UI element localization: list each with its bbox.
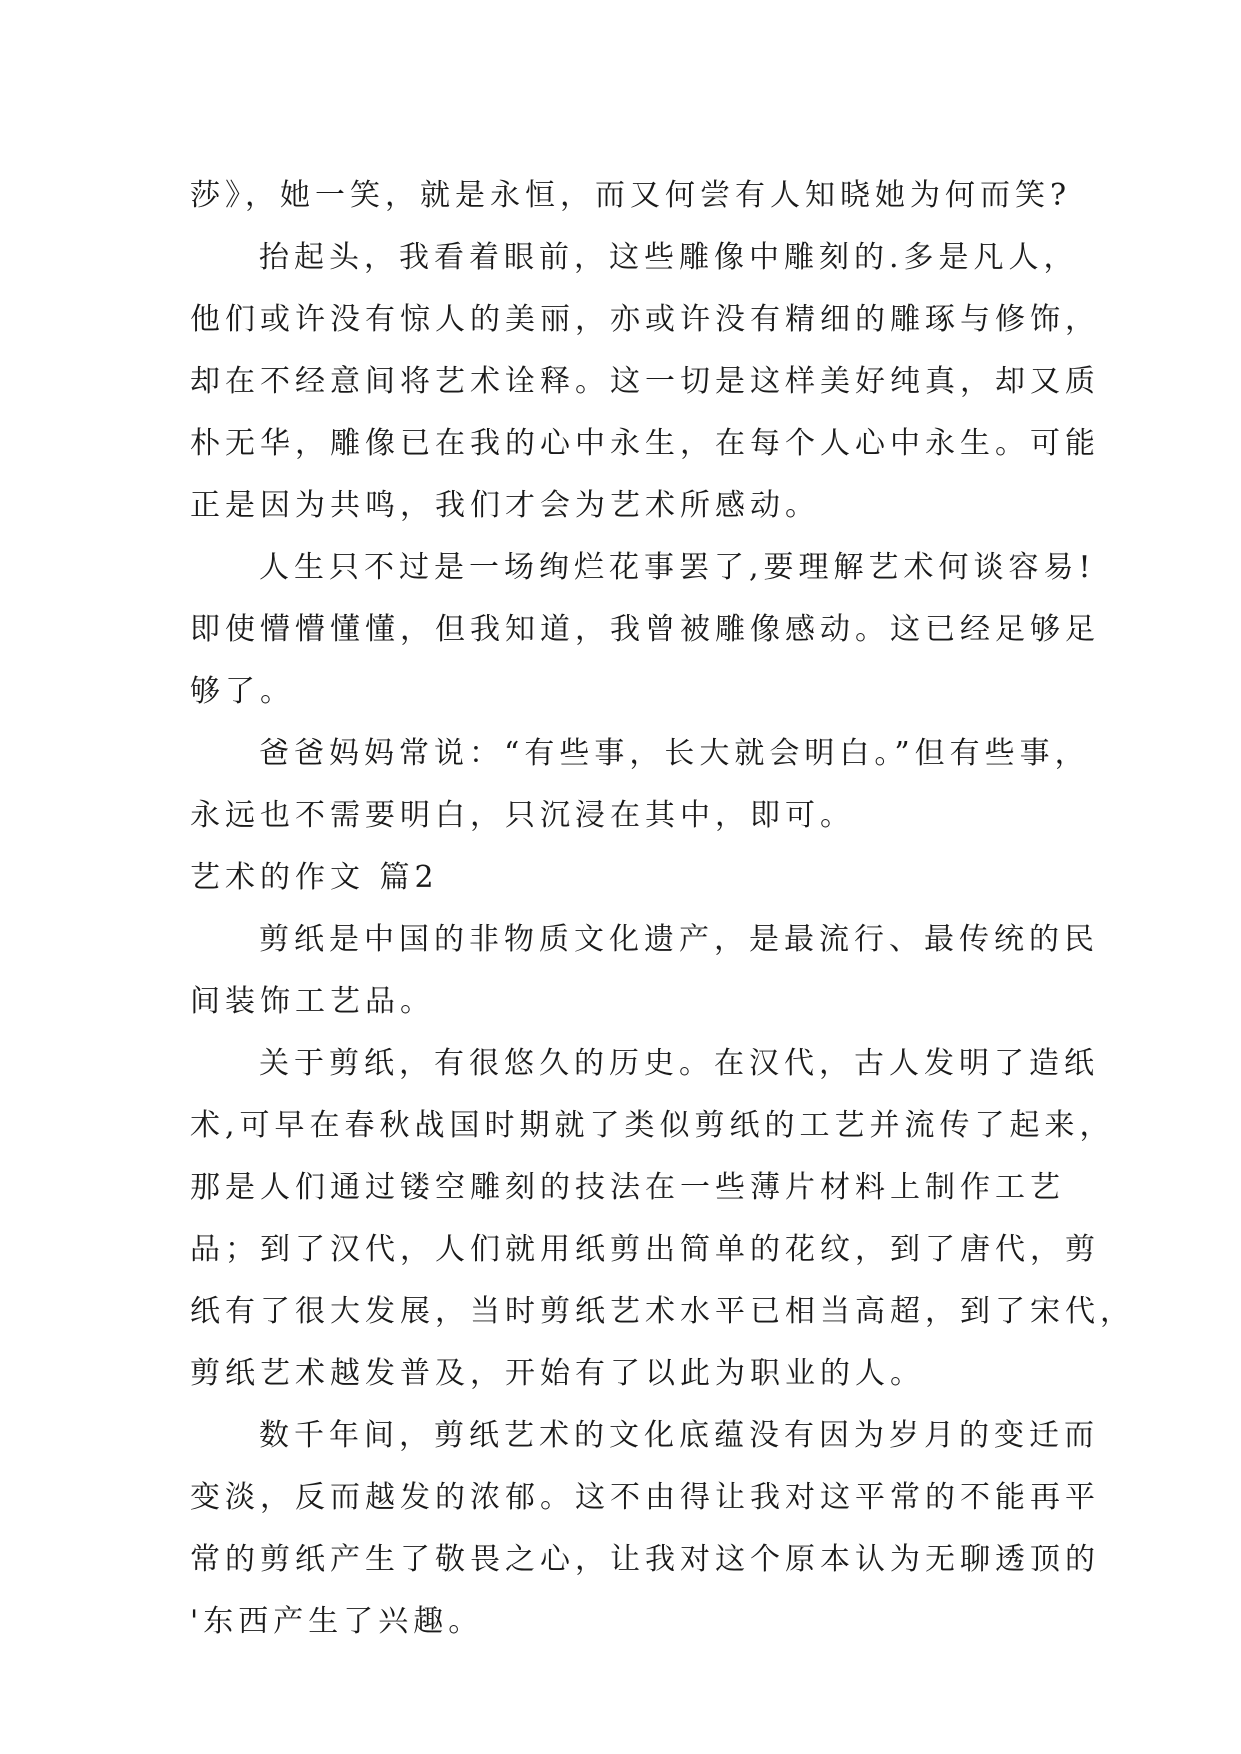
paragraph xyxy=(190,723,1090,847)
paragraph-line: 剪纸艺术越发普及，开始有了以此为职业的人。 xyxy=(190,1356,925,1391)
paragraph-line: 永远也不需要明白，只沉浸在其中，即可。 xyxy=(190,798,855,833)
paragraph-line: 品；到了汉代，人们就用纸剪出简单的花纹，到了唐代，剪 xyxy=(190,1232,1100,1267)
paragraph-line: 术,可早在春秋战国时期就了类似剪纸的工艺并流传了起来， xyxy=(190,1108,1115,1143)
paragraph-line: 他们或许没有惊人的美丽，亦或许没有精细的雕琢与修饰， xyxy=(190,302,1100,337)
paragraph-line: 正是因为共鸣，我们才会为艺术所感动。 xyxy=(190,488,820,523)
paragraph-line: 关于剪纸，有很悠久的历史。在汉代，古人发明了造纸 xyxy=(259,1046,1099,1081)
paragraph xyxy=(190,165,1070,227)
paragraph xyxy=(190,1033,1135,1405)
paragraph-line: 莎》，她一笑，就是永恒，而又何尝有人知晓她为何而笑? xyxy=(190,178,1072,213)
paragraph-line: 间装饰工艺品。 xyxy=(190,984,435,1019)
paragraph-line: 纸有了很大发展，当时剪纸艺术水平已相当高超，到了宋代， xyxy=(190,1294,1135,1329)
paragraph xyxy=(190,227,1100,537)
paragraph xyxy=(190,1405,1100,1653)
section-heading-text: 艺术的作文 篇2 xyxy=(190,860,439,895)
paragraph-line: 常的剪纸产生了敬畏之心，让我对这个原本认为无聊透顶的 xyxy=(190,1542,1100,1577)
paragraph xyxy=(190,537,1100,723)
paragraph-line: 爸爸妈妈常说：“有些事，长大就会明白。”但有些事， xyxy=(259,736,1090,771)
paragraph-line: '东西产生了兴趣。 xyxy=(190,1604,484,1639)
paragraph-line: 即使懵懵懂懂，但我知道，我曾被雕像感动。这已经足够足 xyxy=(190,612,1100,647)
paragraph-line: 剪纸是中国的非物质文化遗产，是最流行、最传统的民 xyxy=(259,922,1099,957)
section-heading xyxy=(190,847,1070,909)
paragraph-line: 朴无华，雕像已在我的心中永生，在每个人心中永生。可能 xyxy=(190,426,1100,461)
paragraph xyxy=(190,909,1099,1033)
paragraph-line: 够了。 xyxy=(190,674,295,709)
paragraph-line: 变淡，反而越发的浓郁。这不由得让我对这平常的不能再平 xyxy=(190,1480,1100,1515)
document-body xyxy=(190,165,1135,1653)
paragraph-line: 却在不经意间将艺术诠释。这一切是这样美好纯真，却又质 xyxy=(190,364,1100,399)
paragraph-line: 那是人们通过镂空雕刻的技法在一些薄片材料上制作工艺 xyxy=(190,1170,1065,1205)
paragraph-line: 抬起头，我看着眼前，这些雕像中雕刻的.多是凡人， xyxy=(259,240,1079,275)
paragraph-line: 人生只不过是一场绚烂花事罢了,要理解艺术何谈容易! xyxy=(259,550,1096,585)
paragraph-line: 数千年间，剪纸艺术的文化底蕴没有因为岁月的变迁而 xyxy=(259,1418,1099,1453)
